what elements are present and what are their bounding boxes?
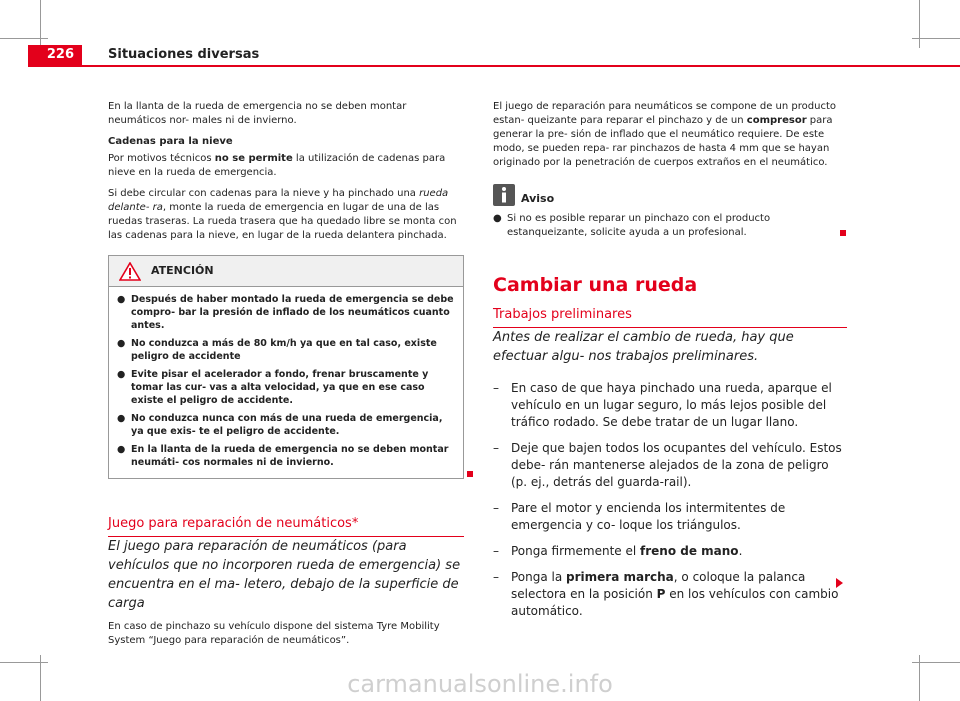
list-item: – Ponga firmemente el freno de mano. — [493, 544, 743, 558]
paragraph: El juego de reparación para neumáticos se compone de un producto estan- queizante para reparar el pinchazo y de un compresor para generar la pre- sión de inflado que el neumático requiere. De este modo, se pueden repa- rar pinchazos de hasta 4 mm que se hayan originado por la penetración de cuerpos extraños en el neumático. — [493, 101, 836, 168]
chapter-title: Cambiar una rueda — [493, 274, 698, 296]
list-item: ● No conduzca a más de 80 km/h ya que en tal caso, existe peligro de accidente — [117, 338, 437, 362]
end-mark — [467, 471, 473, 477]
crop-mark — [40, 0, 41, 48]
subheading-snow-chains: Cadenas para la nieve — [108, 136, 233, 147]
warning-box — [108, 255, 464, 479]
list-item: ● Evite pisar el acelerador a fondo, frenar bruscamente y tomar las cur- vas a alta velocidad, ya que en ese caso existe el peligro de accidente. — [117, 369, 429, 406]
paragraph: Por motivos técnicos no se permite la utilización de cadenas para nieve en la rueda de emergencia. — [108, 153, 446, 178]
kit-intro: El juego para reparación de neumáticos (para vehículos que no incorporen rueda de emergencia) se encuentra en el ma- letero, debajo de la superficie de carga — [108, 539, 461, 611]
section-heading: Trabajos preliminares — [493, 308, 847, 328]
paragraph: Si debe circular con cadenas para la nieve y ha pinchado una rueda delante- ra, monte la rueda de emergencia en lugar de una de las ruedas traseras. La rueda trasera que ha quedado libre se monta con las cadenas para la nieve, en lugar de la rueda delantera pinchada. — [108, 188, 457, 241]
list-item: ● Si no es posible reparar un pinchazo con el producto estanqueizante, solicite ayuda a un profesional. — [493, 213, 771, 238]
section-title: Situaciones diversas — [108, 47, 260, 62]
list-item: – Pare el motor y encienda los intermitentes de emergencia y co- loque los triángulos. — [493, 501, 786, 532]
paragraph: En la llanta de la rueda de emergencia no se deben montar neumáticos nor- males ni de invierno. — [108, 101, 407, 126]
paragraph: En caso de pinchazo su vehículo dispone del sistema Tyre Mobility System “Juego para reparación de neumáticos”. — [108, 621, 440, 646]
info-icon — [493, 184, 515, 206]
page-number: 226 — [28, 45, 82, 65]
header-rule — [28, 65, 960, 67]
watermark: carmanualsonline.info — [347, 670, 613, 698]
left-column — [108, 100, 464, 655]
crop-mark — [919, 0, 920, 48]
warning-title: ATENCIÓN — [151, 264, 214, 277]
list-item: – En caso de que haya pinchado una rueda, aparque el vehículo en un lugar seguro, lo más lejos posible del tráfico rodado. Se debe tratar de un lugar llano. — [493, 381, 832, 429]
warning-triangle-icon — [119, 262, 141, 281]
warning-header — [109, 256, 463, 287]
note-title: Aviso — [521, 192, 555, 205]
list-item: ● En la llanta de la rueda de emergencia no se deben montar neumáti- cos normales ni de invierno. — [117, 444, 449, 468]
list-item: – Deje que bajen todos los ocupantes del vehículo. Estos debe- rán mantenerse alejados de la zona de peligro (p. ej., detrás del guarda-rail). — [493, 441, 842, 489]
warning-body — [109, 287, 463, 478]
page-header — [28, 45, 960, 65]
continue-arrow-icon — [836, 578, 843, 588]
section-intro: Antes de realizar el cambio de rueda, hay que efectuar algu- nos trabajos preliminares. — [493, 330, 794, 364]
kit-heading: Juego para reparación de neumáticos* — [108, 517, 464, 537]
end-mark — [840, 230, 846, 236]
right-column — [493, 100, 847, 629]
note-header — [493, 184, 847, 208]
list-item: ● No conduzca nunca con más de una rueda de emergencia, ya que exis- te el peligro de accidente. — [117, 413, 443, 437]
list-item: – Ponga la primera marcha, o coloque la palanca selectora en la posición P en los vehículos con cambio automático. — [493, 570, 839, 618]
list-item: ● Después de haber montado la rueda de emergencia se debe compro- bar la presión de inflado de los neumáticos cuanto antes. — [117, 294, 454, 331]
